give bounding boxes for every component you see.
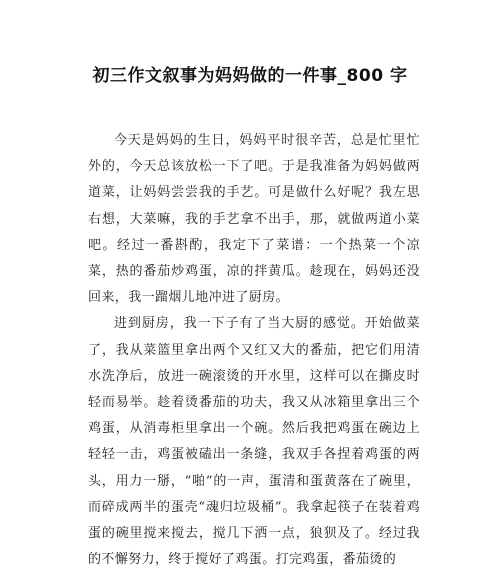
document-title: 初三作文叙事为妈妈做的一件事_800 字 [92,66,408,86]
paragraph-1: 今天是妈妈的生日，妈妈平时很辛苦，总是忙里忙外的，今天总该放松一下了吧。于是我准备为妈妈做两道菜，让妈妈尝尝我的手艺。可是做什么好呢？我左思右想，大菜嘛，我的手艺拿不出手，那，就做两道小菜吧。经过一番斟酌，我定下了菜谱：一个热菜一个凉菜，热的番茄炒鸡蛋，凉的拌黄瓜。趁现在，妈妈还没回来，我一蹓烟儿地冲进了厨房。 [88,133,420,306]
document-body [88,128,420,573]
paragraph-2: 进到厨房，我一下子有了当大厨的感觉。开始做菜了，我从菜篮里拿出两个又红又大的番茄，把它们用清水洗净后，放进一碗滚烫的开水里，这样可以在撕皮时轻而易举。趁着烫番茄的功夫，我又从冰箱里拿出三个鸡蛋，从消毒柜里拿出一个碗。然后我把鸡蛋在碗边上轻轻一击，鸡蛋被磕出一条缝，我双手各捏着鸡蛋的两头，用力一掰，“啪”的一声，蛋清和蛋黄落在了碗里，而碎成两半的蛋壳“魂归垃圾桶”。我拿起筷子在装着鸡蛋的碗里搅来搅去，搅几下洒一点，狼狈及了。经过我的不懈努力，终于搅好了鸡蛋。打完鸡蛋，番茄烫的 [88,316,420,568]
